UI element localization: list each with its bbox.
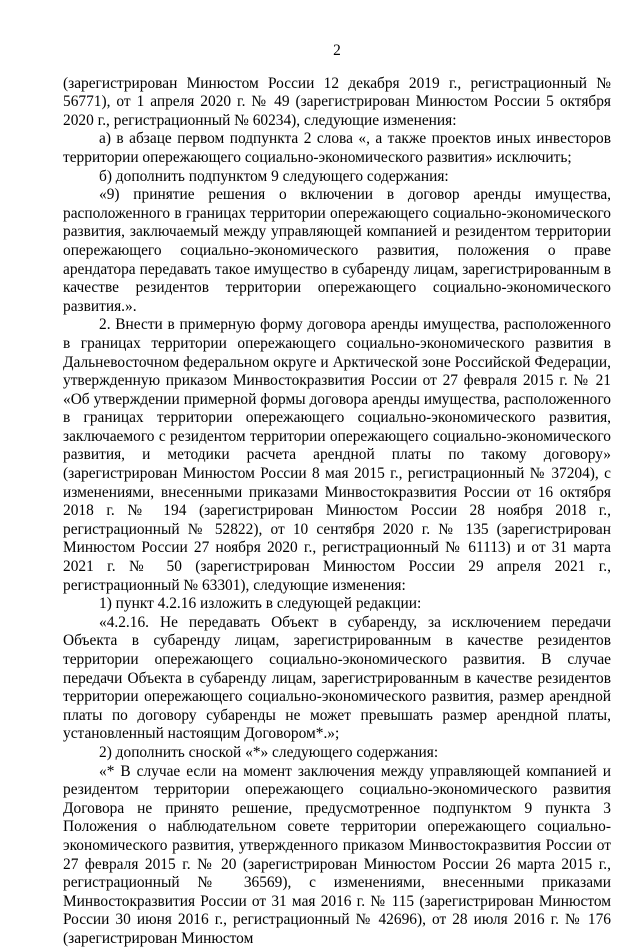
paragraph-item-1: 1) пункт 4.2.16 изложить в следующей редакции: [99, 595, 422, 613]
paragraph-item-b: б) дополнить подпунктом 9 следующего содержания: [99, 167, 449, 185]
paragraph-clause-4-2-16: «4.2.16. Не передавать Объект в субаренду, за исключением передачи Объекта в субаренду лицам, зарегистрированным в качестве резидентов территории опережающего социально-экономического развития. В случае передачи Объекта в субаренду лицам, зарегистрированным в качестве резидентов территории опережающего социально-экономического развития, размер арендной платы по договору субаренды не может превышать размер арендной платы, установленный настоящим Договором*.»; [63, 613, 611, 743]
page-number: 2 [333, 42, 341, 59]
paragraph-continuation: (зарегистрирован Минюстом России 12 декабря 2019 г., регистрационный № 56771), от 1 апреля 2020 г. № 49 (зарегистрирован Минюстом России 5 октября 2020 г., регистрационный № 60234), следующие изменения: [63, 74, 611, 129]
document-page [63, 42, 611, 949]
paragraph-footnote: «* В случае если на момент заключения между управляющей компанией и резидентом территории опережающего социально-экономического развития Договора не принято решение, предусмотренное подпунктом 9 пункта 3 Положения о наблюдательном совете территории опережающего социально-экономического развития, утвержденного приказом Минвостокразвития России от 27 февраля 2015 г. № 20 (зарегистрирован Минюстом России 26 марта 2015 г., регистрационный № 36569), с изменениями, внесенными приказами Минвостокразвития России от 31 мая 2016 г. № 115 (зарегистрирован Минюстом России 30 июня 2016 г., регистрационный № 42696), от 28 июля 2016 г. № 176 (зарегистрирован Минюстом [63, 762, 611, 947]
paragraph-item-2: 2) дополнить сноской «*» следующего содержания: [99, 743, 439, 761]
paragraph-item-a: а) в абзаце первом подпункта 2 слова «, а также проектов иных инвесторов территории опережающего социально-экономического развития» исключить; [63, 130, 611, 166]
paragraph-subitem-9: «9) принятие решения о включении в договор аренды имущества, расположенного в границах территории опережающего социально-экономического развития, заключаемый между управляющей компанией и резидентом территории опережающего социально-экономического развития, положения о праве арендатора передавать такое имущество в субаренду лицам, зарегистрированным в качестве резидентов территории опережающего социально-экономического развития.». [63, 186, 611, 315]
paragraph-section-2: 2. Внести в примерную форму договора аренды имущества, расположенного в границах территории опережающего социально-экономического развития в Дальневосточном федеральном округе и Арктической зоне Российской Федерации, утвержденную приказом Минвостокразвития России от 27 февраля 2015 г. № 21 «Об утверждении примерной формы договора аренды имущества, расположенного в границах территории опережающего социально-экономического развития, заключаемого с резидентом территории опережающего социально-экономического развития, и методики расчета арендной платы по такому договору» (зарегистрирован Минюстом России 8 мая 2015 г., регистрационный № 37204), с изменениями, внесенными приказами Минвостокразвития России от 16 октября 2018 г. № 194 (зарегистрирован Минюстом России 28 ноября 2018 г., регистрационный № 52822), от 10 сентября 2020 г. № 135 (зарегистрирован Минюстом России 27 ноября 2020 г., регистрационный № 61113) и от 31 марта 2021 г. № 50 (зарегистрирован Минюстом России 29 апреля 2021 г., регистрационный № 63301), следующие изменения: [63, 316, 611, 594]
